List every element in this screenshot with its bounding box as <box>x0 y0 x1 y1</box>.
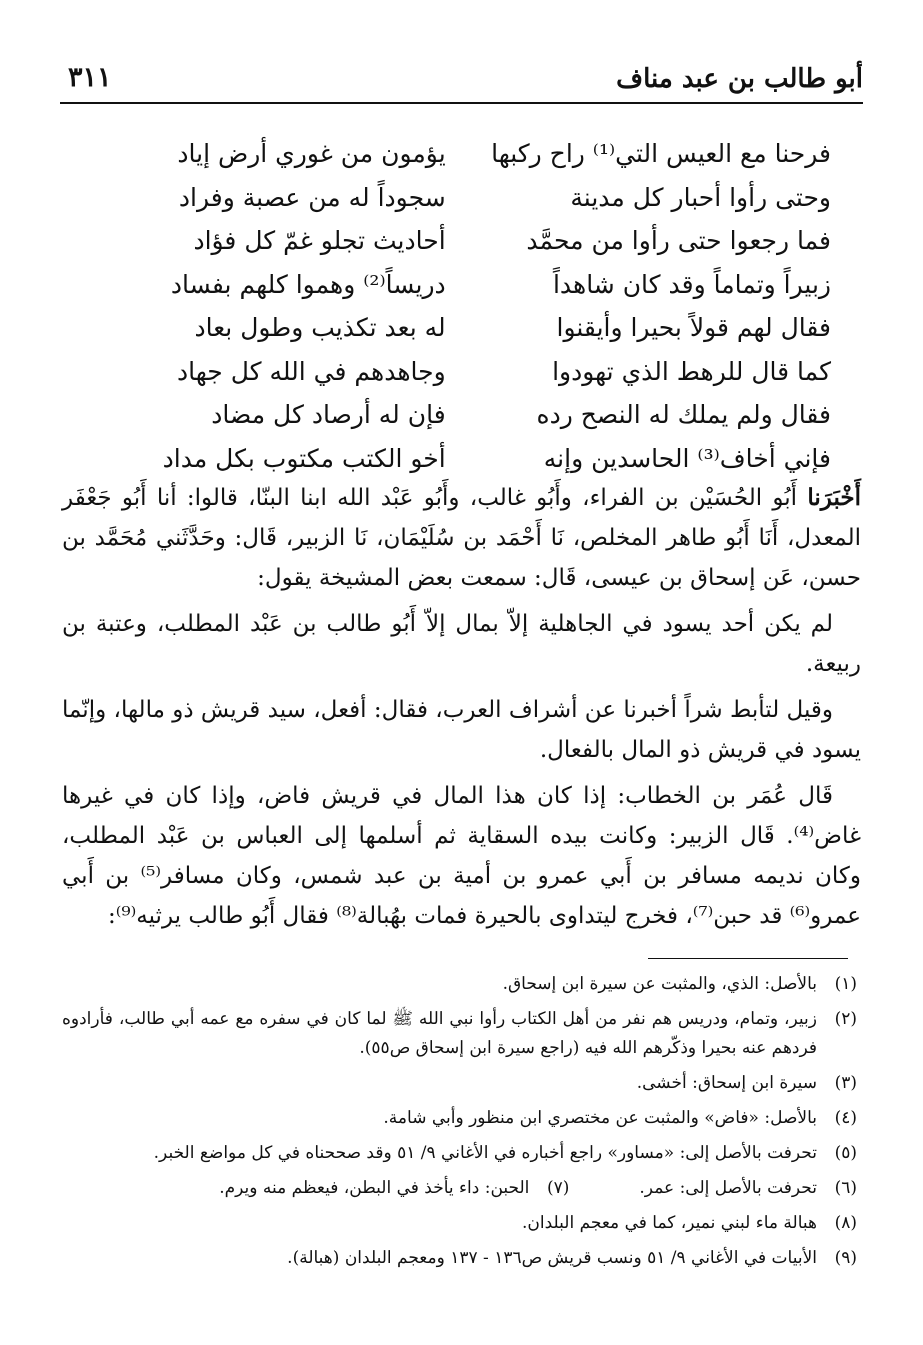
verse-second-hemistich: له بعد تكذيب وطول بعاد <box>194 313 446 342</box>
footnote-number: (٣) <box>834 1073 857 1093</box>
verse-second-hemistich: سجوداً له من عصبة وفراد <box>178 182 446 212</box>
body-text <box>62 478 861 936</box>
verse-first-hemistich: وحتى رأوا أحبار كل مدينة <box>570 182 831 212</box>
running-title: أبو طالب بن عبد مناف <box>616 64 863 94</box>
footnote-row <box>62 1174 857 1203</box>
verse-first-hemistich: زبيراً وتماماً وقد كان شاهداً <box>552 269 831 299</box>
verse-first-hemistich: كما قال للرهط الذي تهودوا <box>552 356 831 386</box>
verse <box>90 437 831 481</box>
footnote <box>62 1005 857 1063</box>
footnote-text: هبالة ماء لبني نمير، كما في معجم البلدان. <box>521 1213 817 1233</box>
footnote <box>62 1104 857 1133</box>
verse-first-hemistich: فما رجعوا حتى رأوا من محمَّد <box>526 226 831 255</box>
paragraph-isnad <box>62 478 861 598</box>
verse-second-hemistich: دريساً⁽²⁾ وهموا كلهم بفساد <box>170 269 446 299</box>
footnote-number: (٨) <box>834 1213 857 1233</box>
footnote-number: (٧) <box>546 1178 570 1198</box>
footnote-divider <box>648 958 848 959</box>
footnote-text: تحرفت بالأصل إلى: عمر. <box>639 1178 817 1198</box>
verse-first-hemistich: فإني أخاف⁽³⁾ الحاسدين وإنه <box>543 443 831 473</box>
poem <box>90 132 831 480</box>
verse-second-hemistich: فإن له أرصاد كل مضاد <box>211 400 446 429</box>
footnotes <box>62 970 857 1279</box>
footnote <box>639 1174 857 1203</box>
footnote-text: بالأصل: الذي، والمثبت عن سيرة ابن إسحاق. <box>502 974 817 994</box>
footnote <box>219 1174 569 1203</box>
paragraph: وقيل لتأبط شراً أخبرنا عن أشراف العرب، فقال: أفعل، سيد قريش ذو مالها، وإنّما يسود في قريش ذو المال بالفعال. <box>62 697 861 763</box>
footnote <box>62 1244 857 1273</box>
footnote-text: بالأصل: «فاض» والمثبت عن مختصري ابن منظور وأبي شامة. <box>383 1108 817 1128</box>
footnote <box>62 1069 857 1098</box>
verse-second-hemistich: أخو الكتب مكتوب بكل مداد <box>162 443 446 473</box>
footnote-number: (٥) <box>834 1143 857 1163</box>
verse-second-hemistich: يؤمون من غوري أرض إياد <box>177 139 446 168</box>
verse <box>90 132 831 176</box>
footnote-text: الحبن: داء يأخذ في البطن، فيعظم منه ويرم. <box>219 1178 530 1198</box>
verse <box>90 306 831 350</box>
verse <box>90 393 831 437</box>
paragraph-text: أَبُو الحُسَيْن بن الفراء، وأَبُو غالب، وأَبُو عَبْد الله ابنا البنّا، قالوا: أنا أَبُو جَعْفَر المعدل، أَنَا أَبُو طاهر المخلص، نَا أَحْمَد بن سُلَيْمَان، نَا الزبير، قَال: وحَدَّثَني مُحَمَّد بن حسن، عَن إسحاق بن عيسى، قَال: سمعت بعض المشيخة يقول: <box>62 485 861 591</box>
verse-first-hemistich: فقال لهم قولاً بحيرا وأيقنوا <box>556 313 831 342</box>
verse-first-hemistich: فرحنا مع العيس التي⁽¹⁾ راح ركبها <box>491 139 831 168</box>
footnote-number: (٦) <box>834 1178 857 1198</box>
page-number: ٣١١ <box>68 62 112 93</box>
footnote-text: تحرفت بالأصل إلى: «مساور» راجع أخباره في الأغاني ٩/ ٥١ وقد صححناه في كل مواضع الخبر. <box>153 1143 817 1163</box>
paragraph-lead-word: أَخْبَرَنا <box>807 484 861 511</box>
verse-first-hemistich: فقال ولم يملك له النصح رده <box>536 400 831 429</box>
footnote-number: (٢) <box>834 1009 857 1029</box>
footnote-number: (٩) <box>834 1248 857 1268</box>
footnote-text: زبير، وتمام، ودريس هم نفر من أهل الكتاب رأوا نبي الله ﷺ لما كان في سفره مع عمه أبي طالب، فأرادوه فردهم عنه بحيرا وذكّرهم الله فيه (راجع سيرة ابن إسحاق ص٥٥). <box>62 1009 817 1058</box>
footnote-text: الأبيات في الأغاني ٩/ ٥١ ونسب قريش ص١٣٦ - ١٣٧ ومعجم البلدان (هبالة). <box>287 1248 817 1268</box>
footnote-number: (٤) <box>834 1108 857 1128</box>
footnote <box>62 1209 857 1238</box>
verse <box>90 263 831 307</box>
footnote-text: سيرة ابن إسحاق: أخشى. <box>636 1073 817 1093</box>
verse <box>90 176 831 220</box>
page-header <box>60 52 863 104</box>
verse <box>90 350 831 394</box>
paragraph: قَال عُمَر بن الخطاب: إذا كان هذا المال في قريش فاض، وإذا كان في غيرها غاض⁽⁴⁾. قَال الزبير: وكانت بيده السقاية ثم أسلمها إلى العباس بن عَبْد المطلب، وكان نديمه مسافر بن أَبي عمرو بن أمية بن عبد شمس، وكان مسافر⁽⁵⁾ بن أَبي عمرو⁽⁶⁾ قد حبن⁽⁷⁾، فخرج ليتداوى بالحيرة فمات بهُبالة⁽⁸⁾ فقال أَبُو طالب يرثيه⁽⁹⁾: <box>62 783 861 929</box>
verse-second-hemistich: أحاديث تجلو غمّ كل فؤاد <box>193 226 446 255</box>
verse <box>90 219 831 263</box>
footnote <box>62 970 857 999</box>
footnote <box>62 1139 857 1168</box>
paragraph: لم يكن أحد يسود في الجاهلية إلاّ بمال إلاّ أَبُو طالب بن عَبْد المطلب، وعتبة بن ربيعة. <box>62 611 861 677</box>
footnote-number: (١) <box>834 974 857 994</box>
verse-second-hemistich: وجاهدهم في الله كل جهاد <box>177 356 446 386</box>
